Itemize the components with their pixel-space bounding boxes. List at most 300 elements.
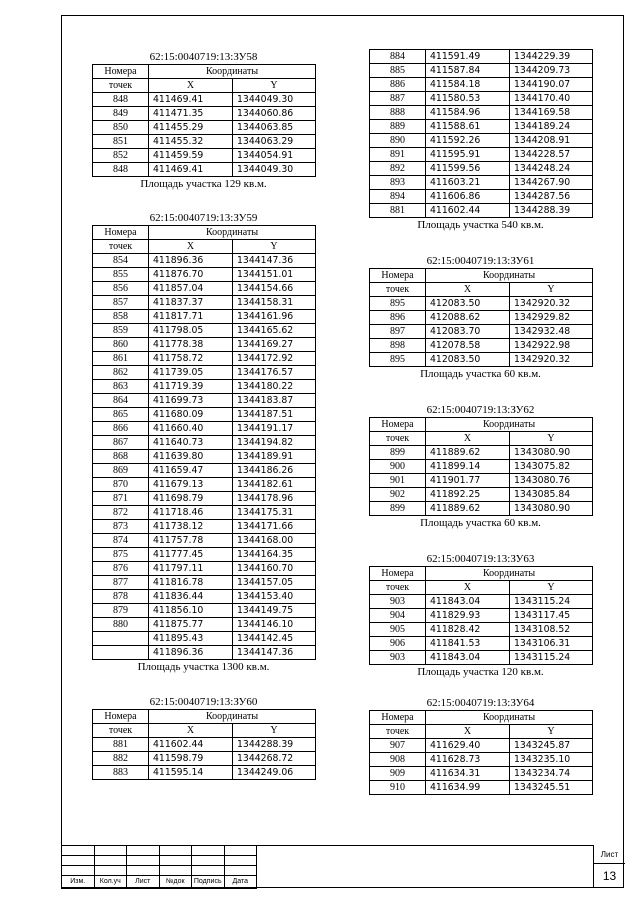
x-coordinate: 411595.14 bbox=[149, 766, 233, 780]
table-row bbox=[93, 766, 316, 780]
point-number: 858 bbox=[93, 310, 149, 324]
x-coordinate: 412083.50 bbox=[426, 353, 510, 367]
point-number: 903 bbox=[370, 595, 426, 609]
y-header: Y bbox=[233, 724, 316, 738]
y-coordinate: 1344146.10 bbox=[233, 618, 316, 632]
x-coordinate: 411875.77 bbox=[149, 618, 233, 632]
points-header: Номера bbox=[93, 226, 149, 240]
y-coordinate: 1343085.84 bbox=[510, 488, 593, 502]
table-row bbox=[370, 311, 593, 325]
y-coordinate: 1344160.70 bbox=[233, 562, 316, 576]
table-row bbox=[93, 282, 316, 296]
y-coordinate: 1344147.36 bbox=[233, 646, 316, 660]
y-header: Y bbox=[510, 725, 593, 739]
point-number: 887 bbox=[370, 92, 426, 106]
x-coordinate: 411899.14 bbox=[426, 460, 510, 474]
x-coordinate: 411580.53 bbox=[426, 92, 510, 106]
table-row bbox=[93, 646, 316, 660]
table-row bbox=[370, 120, 593, 134]
x-coordinate: 411876.70 bbox=[149, 268, 233, 282]
point-number: 899 bbox=[370, 446, 426, 460]
y-coordinate: 1344176.57 bbox=[233, 366, 316, 380]
point-number: 864 bbox=[93, 394, 149, 408]
table-row bbox=[93, 492, 316, 506]
y-coordinate: 1344049.30 bbox=[233, 163, 316, 177]
point-number: 875 bbox=[93, 548, 149, 562]
y-coordinate: 1343115.24 bbox=[510, 651, 593, 665]
point-number: 895 bbox=[370, 297, 426, 311]
point-number: 851 bbox=[93, 135, 149, 149]
y-coordinate: 1343245.51 bbox=[510, 781, 593, 795]
x-coordinate: 412088.62 bbox=[426, 311, 510, 325]
x-coordinate: 411836.44 bbox=[149, 590, 233, 604]
y-coordinate: 1344178.96 bbox=[233, 492, 316, 506]
table-row bbox=[93, 450, 316, 464]
table-row bbox=[370, 637, 593, 651]
coordinates-table bbox=[369, 710, 593, 795]
y-coordinate: 1344154.66 bbox=[233, 282, 316, 296]
point-number: 863 bbox=[93, 380, 149, 394]
table-row bbox=[370, 64, 593, 78]
point-number: 884 bbox=[370, 50, 426, 64]
table-row bbox=[370, 297, 593, 311]
y-coordinate: 1344287.56 bbox=[510, 190, 593, 204]
y-coordinate: 1344249.06 bbox=[233, 766, 316, 780]
x-coordinate: 411455.29 bbox=[149, 121, 233, 135]
stamp-divider bbox=[257, 845, 593, 846]
y-coordinate: 1344229.39 bbox=[510, 50, 593, 64]
table-row bbox=[370, 595, 593, 609]
y-coordinate: 1344190.07 bbox=[510, 78, 593, 92]
point-number: 877 bbox=[93, 576, 149, 590]
point-number: 860 bbox=[93, 338, 149, 352]
points-header-sub: точек bbox=[370, 581, 426, 595]
point-number: 848 bbox=[93, 93, 149, 107]
table-row bbox=[93, 576, 316, 590]
x-coordinate: 411603.21 bbox=[426, 176, 510, 190]
y-coordinate: 1344183.87 bbox=[233, 394, 316, 408]
table-row bbox=[370, 78, 593, 92]
point-number: 896 bbox=[370, 311, 426, 325]
table-row bbox=[93, 338, 316, 352]
table-row bbox=[370, 190, 593, 204]
point-number: 904 bbox=[370, 609, 426, 623]
point-number: 854 bbox=[93, 254, 149, 268]
y-header: Y bbox=[233, 79, 316, 93]
y-coordinate: 1344171.66 bbox=[233, 520, 316, 534]
table-row bbox=[93, 534, 316, 548]
parcel-title: 62:15:0040719:13:ЗУ61 bbox=[426, 255, 535, 267]
y-coordinate: 1343108.52 bbox=[510, 623, 593, 637]
table-row bbox=[370, 106, 593, 120]
table-row bbox=[93, 408, 316, 422]
y-coordinate: 1344172.92 bbox=[233, 352, 316, 366]
x-coordinate: 411660.40 bbox=[149, 422, 233, 436]
parcel-area: Площадь участка 1300 кв.м. bbox=[137, 661, 270, 673]
table-row bbox=[93, 738, 316, 752]
x-coordinate: 411699.73 bbox=[149, 394, 233, 408]
y-coordinate: 1344191.17 bbox=[233, 422, 316, 436]
x-coordinate: 411719.39 bbox=[149, 380, 233, 394]
y-coordinate: 1344175.31 bbox=[233, 506, 316, 520]
y-coordinate: 1342922.98 bbox=[510, 339, 593, 353]
y-coordinate: 1344147.36 bbox=[233, 254, 316, 268]
x-coordinate: 411798.05 bbox=[149, 324, 233, 338]
x-coordinate: 411816.78 bbox=[149, 576, 233, 590]
point-number: 874 bbox=[93, 534, 149, 548]
parcel-area: Площадь участка 60 кв.м. bbox=[420, 368, 541, 380]
x-coordinate: 411459.59 bbox=[149, 149, 233, 163]
points-header-sub: точек bbox=[370, 725, 426, 739]
left-column bbox=[92, 50, 315, 780]
parcel-zu58 bbox=[92, 50, 315, 191]
y-coordinate: 1344182.61 bbox=[233, 478, 316, 492]
table-row bbox=[93, 107, 316, 121]
x-coordinate: 411778.38 bbox=[149, 338, 233, 352]
table-row bbox=[93, 520, 316, 534]
coordinates-table bbox=[369, 268, 593, 367]
x-coordinate: 411841.53 bbox=[426, 637, 510, 651]
table-row bbox=[370, 474, 593, 488]
table-row bbox=[93, 562, 316, 576]
x-coordinate: 411895.43 bbox=[149, 632, 233, 646]
point-number: 870 bbox=[93, 478, 149, 492]
point-number: 855 bbox=[93, 268, 149, 282]
x-coordinate: 411843.04 bbox=[426, 651, 510, 665]
point-number: 894 bbox=[370, 190, 426, 204]
point-number: 901 bbox=[370, 474, 426, 488]
table-row bbox=[93, 632, 316, 646]
x-coordinate: 411718.46 bbox=[149, 506, 233, 520]
x-coordinate: 411639.80 bbox=[149, 450, 233, 464]
coords-header: Координаты bbox=[149, 710, 316, 724]
x-coordinate: 411455.32 bbox=[149, 135, 233, 149]
point-number: 890 bbox=[370, 134, 426, 148]
point-number: 859 bbox=[93, 324, 149, 338]
table-row bbox=[370, 339, 593, 353]
parcel-area: Площадь участка 60 кв.м. bbox=[420, 517, 541, 529]
stamp-label-doc: №док bbox=[159, 876, 192, 889]
point-number bbox=[93, 632, 149, 646]
table-row bbox=[370, 446, 593, 460]
point-number: 869 bbox=[93, 464, 149, 478]
points-header: Номера bbox=[370, 418, 426, 432]
y-coordinate: 1344209.73 bbox=[510, 64, 593, 78]
table-row bbox=[370, 753, 593, 767]
table-row bbox=[93, 366, 316, 380]
point-number: 868 bbox=[93, 450, 149, 464]
right-column bbox=[369, 49, 592, 795]
stamp-label-signature: Подпись bbox=[192, 876, 225, 889]
x-coordinate: 411758.72 bbox=[149, 352, 233, 366]
x-coordinate: 411628.73 bbox=[426, 753, 510, 767]
point-number: 876 bbox=[93, 562, 149, 576]
coords-header: Координаты bbox=[149, 226, 316, 240]
table-row bbox=[93, 121, 316, 135]
table-row bbox=[93, 478, 316, 492]
point-number: 880 bbox=[93, 618, 149, 632]
coordinates-table bbox=[369, 417, 593, 516]
y-coordinate: 1344060.86 bbox=[233, 107, 316, 121]
table-row bbox=[370, 50, 593, 64]
x-coordinate: 411659.47 bbox=[149, 464, 233, 478]
y-coordinate: 1344158.31 bbox=[233, 296, 316, 310]
coordinates-table bbox=[369, 49, 593, 218]
point-number: 857 bbox=[93, 296, 149, 310]
parcel-zu61 bbox=[369, 254, 592, 381]
x-coordinate: 411901.77 bbox=[426, 474, 510, 488]
y-coordinate: 1343115.24 bbox=[510, 595, 593, 609]
y-coordinate: 1344170.40 bbox=[510, 92, 593, 106]
x-coordinate: 411599.56 bbox=[426, 162, 510, 176]
parcel-zu64 bbox=[369, 696, 592, 795]
table-row bbox=[93, 464, 316, 478]
table-row bbox=[370, 460, 593, 474]
table-row bbox=[93, 352, 316, 366]
stamp-label-sheet: Лист bbox=[127, 876, 160, 889]
x-coordinate: 411629.40 bbox=[426, 739, 510, 753]
x-coordinate: 411606.86 bbox=[426, 190, 510, 204]
x-coordinate: 411698.79 bbox=[149, 492, 233, 506]
coordinates-table bbox=[369, 566, 593, 665]
point-number: 867 bbox=[93, 436, 149, 450]
x-coordinate: 411739.05 bbox=[149, 366, 233, 380]
y-coordinate: 1342932.48 bbox=[510, 325, 593, 339]
x-coordinate: 411777.45 bbox=[149, 548, 233, 562]
point-number: 893 bbox=[370, 176, 426, 190]
y-coordinate: 1344151.01 bbox=[233, 268, 316, 282]
parcel-title: 62:15:0040719:13:ЗУ59 bbox=[149, 212, 258, 224]
y-coordinate: 1342929.82 bbox=[510, 311, 593, 325]
point-number: 886 bbox=[370, 78, 426, 92]
y-coordinate: 1344187.51 bbox=[233, 408, 316, 422]
parcel-zu62 bbox=[369, 403, 592, 530]
x-coordinate: 411591.49 bbox=[426, 50, 510, 64]
title-block-stamp bbox=[61, 845, 257, 888]
x-coordinate: 411829.93 bbox=[426, 609, 510, 623]
parcel-title: 62:15:0040719:13:ЗУ62 bbox=[426, 404, 535, 416]
x-coordinate: 411738.12 bbox=[149, 520, 233, 534]
table-row bbox=[370, 148, 593, 162]
table-row bbox=[93, 380, 316, 394]
y-coordinate: 1344180.22 bbox=[233, 380, 316, 394]
stamp-label-change: Изм. bbox=[62, 876, 95, 889]
x-header: X bbox=[426, 432, 510, 446]
table-row bbox=[93, 604, 316, 618]
y-coordinate: 1344288.39 bbox=[233, 738, 316, 752]
y-coordinate: 1344288.39 bbox=[510, 204, 593, 218]
x-coordinate: 412083.50 bbox=[426, 297, 510, 311]
table-row bbox=[93, 135, 316, 149]
x-coordinate: 411471.35 bbox=[149, 107, 233, 121]
points-header-sub: точек bbox=[370, 283, 426, 297]
points-header-sub: точек bbox=[93, 240, 149, 254]
point-number: 878 bbox=[93, 590, 149, 604]
point-number: 862 bbox=[93, 366, 149, 380]
table-row bbox=[370, 325, 593, 339]
y-coordinate: 1344228.57 bbox=[510, 148, 593, 162]
y-coordinate: 1344054.91 bbox=[233, 149, 316, 163]
table-row bbox=[93, 149, 316, 163]
point-number: 882 bbox=[93, 752, 149, 766]
point-number: 865 bbox=[93, 408, 149, 422]
point-number: 889 bbox=[370, 120, 426, 134]
x-header: X bbox=[426, 725, 510, 739]
y-coordinate: 1344208.91 bbox=[510, 134, 593, 148]
y-coordinate: 1343075.82 bbox=[510, 460, 593, 474]
parcel-area: Площадь участка 540 кв.м. bbox=[417, 219, 544, 231]
x-coordinate: 411598.79 bbox=[149, 752, 233, 766]
coords-header: Координаты bbox=[426, 711, 593, 725]
sheet-number: 13 bbox=[602, 869, 617, 883]
y-coordinate: 1343117.45 bbox=[510, 609, 593, 623]
y-coordinate: 1343235.10 bbox=[510, 753, 593, 767]
coords-header: Координаты bbox=[426, 567, 593, 581]
table-row bbox=[93, 436, 316, 450]
point-number: 871 bbox=[93, 492, 149, 506]
table-row bbox=[370, 353, 593, 367]
x-coordinate: 411592.26 bbox=[426, 134, 510, 148]
table-row bbox=[93, 590, 316, 604]
point-number: 885 bbox=[370, 64, 426, 78]
parcel-area: Площадь участка 120 кв.м. bbox=[417, 666, 544, 678]
coords-header: Координаты bbox=[426, 269, 593, 283]
y-coordinate: 1344149.75 bbox=[233, 604, 316, 618]
point-number: 909 bbox=[370, 767, 426, 781]
stamp-label-date: Дата bbox=[224, 876, 257, 889]
parcel-title: 62:15:0040719:13:ЗУ64 bbox=[426, 697, 535, 709]
y-coordinate: 1344248.24 bbox=[510, 162, 593, 176]
point-number: 910 bbox=[370, 781, 426, 795]
coords-header: Координаты bbox=[149, 65, 316, 79]
point-number: 899 bbox=[370, 502, 426, 516]
point-number: 895 bbox=[370, 353, 426, 367]
y-coordinate: 1344063.85 bbox=[233, 121, 316, 135]
table-row bbox=[93, 254, 316, 268]
y-coordinate: 1344194.82 bbox=[233, 436, 316, 450]
point-number: 873 bbox=[93, 520, 149, 534]
y-coordinate: 1344267.90 bbox=[510, 176, 593, 190]
x-coordinate: 412083.70 bbox=[426, 325, 510, 339]
x-coordinate: 411634.99 bbox=[426, 781, 510, 795]
y-coordinate: 1344161.96 bbox=[233, 310, 316, 324]
point-number bbox=[93, 646, 149, 660]
point-number: 881 bbox=[370, 204, 426, 218]
table-row bbox=[370, 176, 593, 190]
table-row bbox=[93, 618, 316, 632]
table-row bbox=[93, 268, 316, 282]
coordinates-table bbox=[92, 709, 316, 780]
points-header: Номера bbox=[370, 711, 426, 725]
y-coordinate: 1342920.32 bbox=[510, 297, 593, 311]
point-number: 902 bbox=[370, 488, 426, 502]
x-coordinate: 411679.13 bbox=[149, 478, 233, 492]
y-header: Y bbox=[233, 240, 316, 254]
x-coordinate: 411469.41 bbox=[149, 93, 233, 107]
table-row bbox=[93, 93, 316, 107]
point-number: 881 bbox=[93, 738, 149, 752]
table-row bbox=[370, 92, 593, 106]
table-row bbox=[93, 394, 316, 408]
parcel-title: 62:15:0040719:13:ЗУ63 bbox=[426, 553, 535, 565]
points-header: Номера bbox=[370, 269, 426, 283]
parcel-zu59 bbox=[92, 211, 315, 674]
y-header: Y bbox=[510, 581, 593, 595]
y-coordinate: 1343080.90 bbox=[510, 502, 593, 516]
y-coordinate: 1344168.00 bbox=[233, 534, 316, 548]
table-row bbox=[93, 163, 316, 177]
table-row bbox=[370, 623, 593, 637]
point-number: 892 bbox=[370, 162, 426, 176]
coordinates-table bbox=[92, 64, 316, 177]
y-coordinate: 1343106.31 bbox=[510, 637, 593, 651]
x-coordinate: 411584.96 bbox=[426, 106, 510, 120]
point-number: 850 bbox=[93, 121, 149, 135]
point-number: 903 bbox=[370, 651, 426, 665]
x-header: X bbox=[426, 581, 510, 595]
y-coordinate: 1343234.74 bbox=[510, 767, 593, 781]
parcel-zu63 bbox=[369, 552, 592, 679]
y-coordinate: 1344049.30 bbox=[233, 93, 316, 107]
point-number: 856 bbox=[93, 282, 149, 296]
parcel-area: Площадь участка 129 кв.м. bbox=[140, 178, 267, 190]
y-coordinate: 1344153.40 bbox=[233, 590, 316, 604]
point-number: 861 bbox=[93, 352, 149, 366]
x-coordinate: 411634.31 bbox=[426, 767, 510, 781]
table-row bbox=[370, 162, 593, 176]
y-coordinate: 1343245.87 bbox=[510, 739, 593, 753]
table-row bbox=[370, 502, 593, 516]
point-number: 883 bbox=[93, 766, 149, 780]
table-row bbox=[370, 609, 593, 623]
x-coordinate: 411680.09 bbox=[149, 408, 233, 422]
point-number: 908 bbox=[370, 753, 426, 767]
point-number: 900 bbox=[370, 460, 426, 474]
y-coordinate: 1344063.29 bbox=[233, 135, 316, 149]
point-number: 866 bbox=[93, 422, 149, 436]
x-coordinate: 411584.18 bbox=[426, 78, 510, 92]
table-row bbox=[93, 752, 316, 766]
sheet-label: Лист bbox=[594, 845, 625, 864]
x-coordinate: 411588.61 bbox=[426, 120, 510, 134]
table-row bbox=[370, 651, 593, 665]
x-header: X bbox=[149, 724, 233, 738]
x-coordinate: 411587.84 bbox=[426, 64, 510, 78]
x-coordinate: 411757.78 bbox=[149, 534, 233, 548]
table-row bbox=[93, 422, 316, 436]
parcel-zu60-start bbox=[92, 695, 315, 780]
y-coordinate: 1344169.58 bbox=[510, 106, 593, 120]
points-header-sub: точек bbox=[370, 432, 426, 446]
x-coordinate: 411843.04 bbox=[426, 595, 510, 609]
table-row bbox=[370, 488, 593, 502]
y-header: Y bbox=[510, 283, 593, 297]
y-coordinate: 1344189.91 bbox=[233, 450, 316, 464]
point-number: 905 bbox=[370, 623, 426, 637]
x-header: X bbox=[149, 79, 233, 93]
point-number: 897 bbox=[370, 325, 426, 339]
y-coordinate: 1344169.27 bbox=[233, 338, 316, 352]
x-header: X bbox=[426, 283, 510, 297]
x-coordinate: 411817.71 bbox=[149, 310, 233, 324]
x-coordinate: 411797.11 bbox=[149, 562, 233, 576]
y-coordinate: 1344268.72 bbox=[233, 752, 316, 766]
parcel-title: 62:15:0040719:13:ЗУ58 bbox=[149, 51, 258, 63]
point-number: 907 bbox=[370, 739, 426, 753]
y-coordinate: 1344186.26 bbox=[233, 464, 316, 478]
point-number: 849 bbox=[93, 107, 149, 121]
x-coordinate: 411857.04 bbox=[149, 282, 233, 296]
